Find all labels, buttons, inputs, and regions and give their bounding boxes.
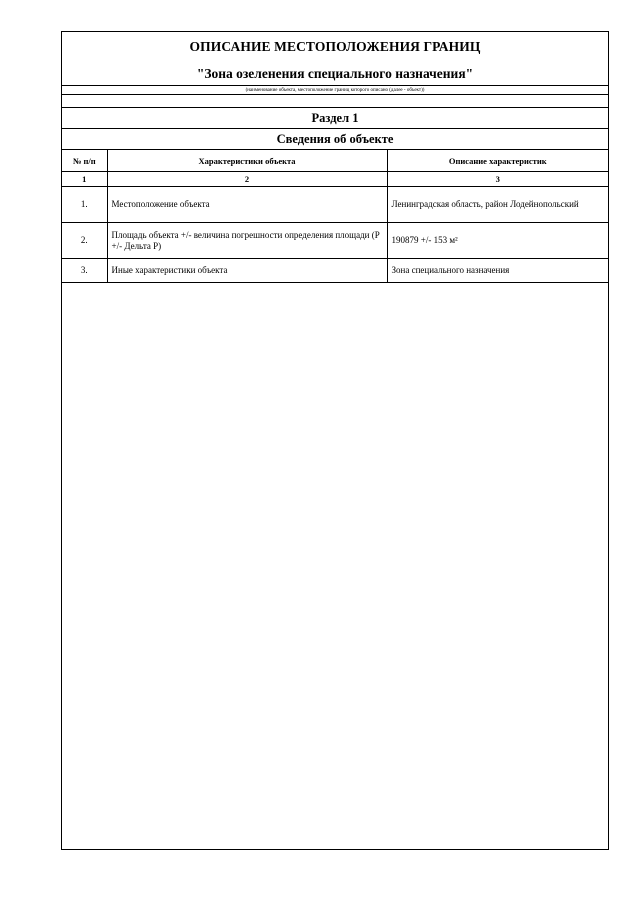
header-number: № п/п [62,150,107,172]
index-cell: 3 [387,172,608,187]
table-header-row [62,150,608,172]
table-row [62,187,608,223]
index-cell: 1 [62,172,107,187]
row-number: 3. [62,259,107,283]
header-description: Описание характеристик [387,150,608,172]
document-header [62,32,608,95]
document-page [61,31,609,850]
row-description: Ленинградская область, район Лодейнопольский [387,187,608,223]
index-cell: 2 [107,172,387,187]
spacer-row [62,95,608,108]
document-subtitle: "Зона озеленения специального назначения" [196,66,474,81]
row-number: 2. [62,223,107,259]
section-title: Раздел 1 [62,108,608,129]
document-caption: (наименование объекта, местоположение границ которого описано (далее - объект)) [62,85,608,94]
row-number: 1. [62,187,107,223]
row-description: 190879 +/- 153 м² [387,223,608,259]
table-index-row [62,172,608,187]
row-description: Зона специального назначения [387,259,608,283]
row-characteristic: Местоположение объекта [107,187,387,223]
header-characteristic: Характеристики объекта [107,150,387,172]
section-heading: Сведения об объекте [62,129,608,150]
object-info-table [62,150,608,283]
row-characteristic: Иные характеристики объекта [107,259,387,283]
row-characteristic: Площадь объекта +/- величина погрешности определения площади (Р +/- Дельта Р) [107,223,387,259]
document-title: ОПИСАНИЕ МЕСТОПОЛОЖЕНИЯ ГРАНИЦ [189,39,481,54]
table-row [62,259,608,283]
table-row [62,223,608,259]
